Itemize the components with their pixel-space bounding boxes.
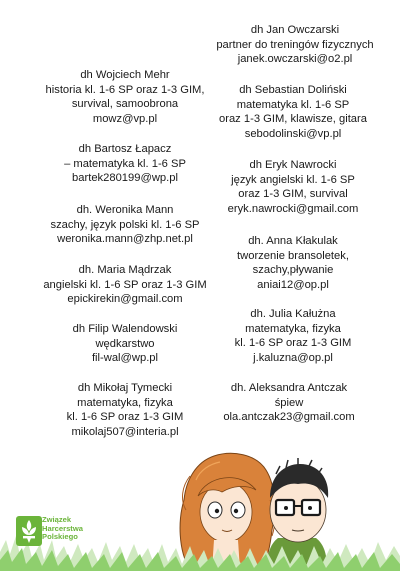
tutor-name: dh Bartosz Łapacz	[78, 143, 172, 155]
zhp-logo-text	[42, 516, 83, 542]
tutor-email: janek.owczarski@o2.pl	[237, 53, 353, 66]
tutor-subjects: oraz 1-3 GIM, klawisze, gitara	[219, 113, 367, 126]
tutor-entry-aleksandra-antczak	[184, 381, 394, 425]
tutor-subjects: oraz 1-3 GIM, survival	[238, 188, 348, 201]
tutor-subjects: matematyka, fizyka	[77, 396, 173, 409]
tutor-name: dh. Julia Kałużna	[250, 308, 336, 320]
logo-line: Związek	[42, 515, 72, 524]
tutor-subjects: wędkarstwo	[95, 337, 155, 350]
tutor-subjects: szachy, język polski kl. 1-6 SP	[50, 218, 200, 231]
tutor-email: ola.antczak23@gmail.com	[223, 411, 355, 424]
tutor-email: bartek280199@wp.pl	[72, 172, 178, 185]
tutor-name: dh Wojciech Mehr	[80, 69, 170, 81]
tutor-email: eryk.nawrocki@gmail.com	[227, 202, 359, 215]
tutor-email: j.kaluzna@op.pl	[253, 351, 333, 364]
tutor-subjects: matematyka, fizyka	[245, 322, 341, 335]
tutor-entry-anna-klakulak	[188, 234, 398, 292]
tutor-entry-julia-kaluzna	[188, 307, 398, 365]
tutor-subjects: język angielski kl. 1-6 SP	[231, 173, 355, 186]
tutor-entry-eryk-nawrocki	[188, 158, 398, 216]
tutor-subjects: angielski kl. 1-6 SP oraz 1-3 GIM	[43, 278, 207, 291]
tutor-subjects: śpiew	[274, 396, 304, 409]
tutor-name: dh. Aleksandra Antczak	[230, 382, 348, 394]
tutor-name: dh. Weronika Mann	[76, 204, 174, 216]
tutor-subjects: survival, samoobrona	[71, 98, 179, 111]
tutor-email: mowz@vp.pl	[92, 112, 158, 125]
tutor-email: mikolaj507@interia.pl	[71, 425, 179, 438]
tutor-name: dh Filip Walendowski	[72, 323, 178, 335]
tutor-subjects: kl. 1-6 SP oraz 1-3 GIM	[66, 411, 184, 424]
tutor-name: dh Jan Owczarski	[250, 24, 340, 36]
tutor-subjects: historia kl. 1-6 SP oraz 1-3 GIM,	[45, 83, 205, 96]
tutor-name: dh Mikołaj Tymecki	[77, 382, 173, 394]
tutor-subjects: matematyka kl. 1-6 SP	[236, 98, 350, 111]
logo-line: Polskiego	[42, 532, 78, 542]
tutor-subjects: kl. 1-6 SP oraz 1-3 GIM	[234, 337, 352, 350]
tutor-email: aniai12@op.pl	[257, 278, 329, 291]
tutor-email: epickirekin@gmail.com	[67, 293, 183, 306]
zhp-logo	[14, 514, 94, 548]
cartoon-characters-illustration	[0, 440, 400, 571]
logo-line: Harcerstwa	[42, 523, 83, 533]
tutor-email: weronika.mann@zhp.net.pl	[57, 233, 193, 246]
tutor-name: dh. Maria Mądrzak	[78, 264, 172, 276]
girl-character	[180, 453, 275, 570]
scout-lily-icon	[16, 516, 42, 546]
tutor-email: sebodolinski@vp.pl	[244, 127, 342, 140]
tutor-subjects: tworzenie bransoletek,	[237, 249, 349, 262]
tutor-email: fil-wal@wp.pl	[91, 352, 159, 365]
tutor-entry-sebastian-dolinski	[188, 83, 398, 141]
tutor-name: dh Eryk Nawrocki	[249, 159, 337, 171]
tutor-subjects: partner do treningów fizycznych	[216, 38, 374, 51]
tutor-name: dh Sebastian Doliński	[239, 84, 347, 96]
tutor-entry-jan-owczarski	[190, 23, 400, 67]
tutor-subjects: szachy,pływanie	[252, 264, 334, 277]
tutor-subjects: – matematyka kl. 1-6 SP	[64, 157, 186, 170]
tutor-name: dh. Anna Kłakulak	[248, 235, 338, 247]
